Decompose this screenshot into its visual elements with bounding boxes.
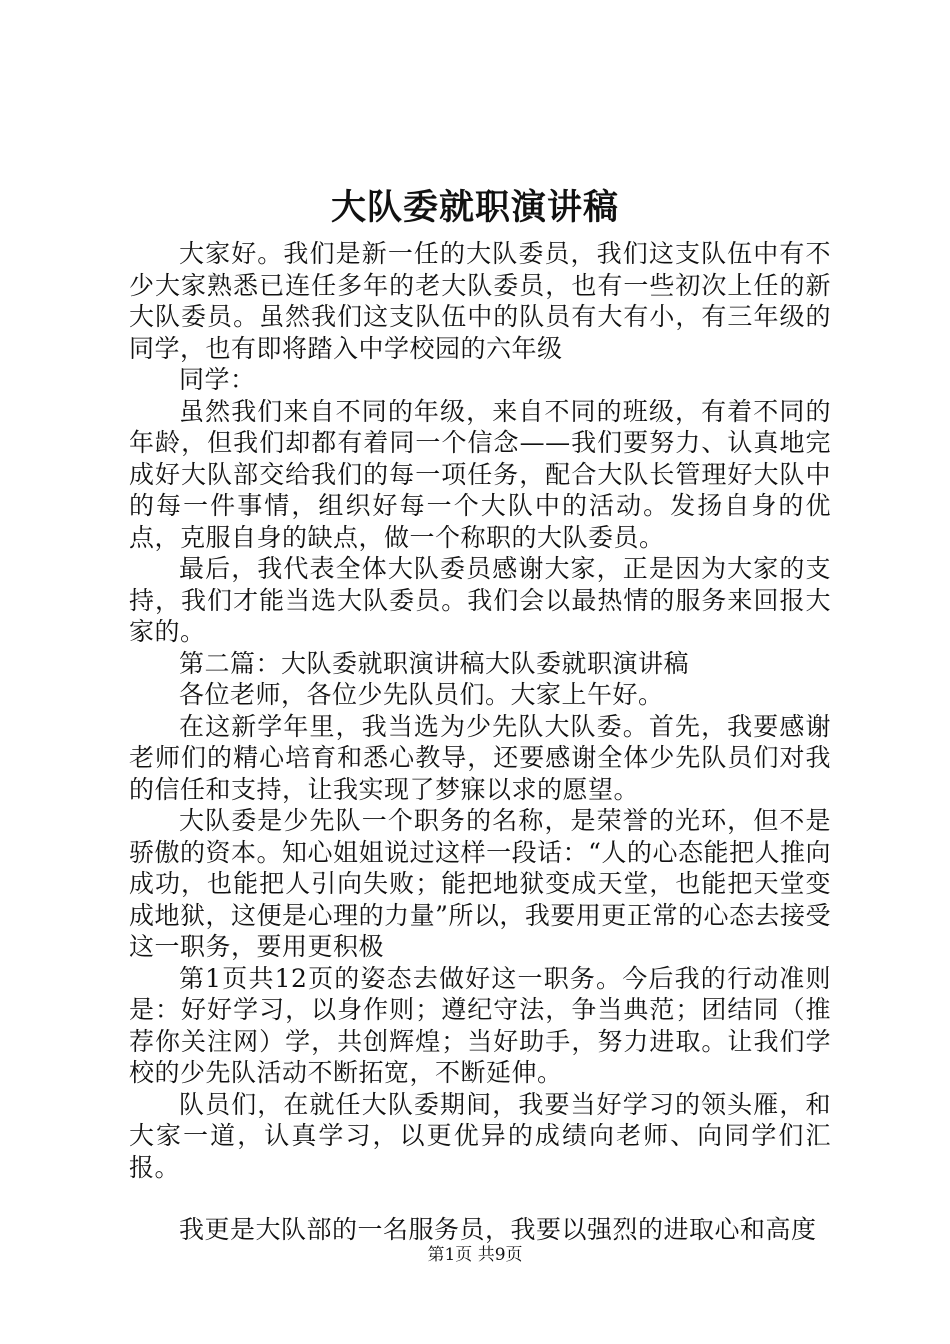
section-heading: 第二篇：大队委就职演讲稿大队委就职演讲稿 <box>179 648 690 678</box>
paragraph: 第1页共12页的姿态去做好这一职务。今后我的行动准则是：好好学习，以身作则；遵纪守法，争当典范；团结同（推荐你关注网）学，共创辉煌；当好助手，努力进取。让我们学校的少先队活动不断拓宽，不断延伸。 <box>129 963 831 1087</box>
paragraph: 各位老师，各位少先队员们。大家上午好。 <box>179 680 664 709</box>
paragraph: 同学： <box>179 365 256 394</box>
paragraph: 大队委是少先队一个职务的名称，是荣誉的光环，但不是骄傲的资本。知心姐姐说过这样一段话：“人的心态能把人推向成功，也能把人引向失败；能把地狱变成天堂，也能把天堂变成地狱，这便是心理的力量”所以，我要用更正常的心态去接受这一职务，要用更积极 <box>129 806 831 961</box>
paragraph: 队员们，在就任大队委期间，我要当好学习的领头雁，和大家一道，认真学习，以更优异的成绩向老师、向同学们汇报。 <box>129 1089 831 1182</box>
page-footer: 第1页 共9页 <box>427 1245 523 1265</box>
paragraph: 最后，我代表全体大队委员感谢大家，正是因为大家的支持，我们才能当选大队委员。我们会以最热情的服务来回报大家的。 <box>129 554 831 646</box>
page-title: 大队委就职演讲稿 <box>330 187 619 228</box>
paragraph: 在这新学年里，我当选为少先队大队委。首先，我要感谢老师们的精心培育和悉心教导，还要感谢全体少先队员们对我的信任和支持，让我实现了梦寐以求的愿望。 <box>129 711 831 804</box>
document-body <box>129 238 831 1246</box>
paragraph: 虽然我们来自不同的年级，来自不同的班级，有着不同的年龄，但我们却都有着同一个信念——我们要努力、认真地完成好大队部交给我们的每一项任务，配合大队长管理好大队中的每一件事情，组织好每一个大队中的活动。发扬自身的优点，克服自身的缺点，做一个称职的大队委员。 <box>129 396 831 552</box>
paragraph: 大家好。我们是新一任的大队委员，我们这支队伍中有不少大家熟悉已连任多年的老大队委员，也有一些初次上任的新大队委员。虽然我们这支队伍中的队员有大有小，有三年级的同学，也有即将踏入中学校园的六年级 <box>129 239 831 363</box>
paragraph: 我更是大队部的一名服务员，我要以强烈的进取心和高度 <box>179 1215 817 1244</box>
